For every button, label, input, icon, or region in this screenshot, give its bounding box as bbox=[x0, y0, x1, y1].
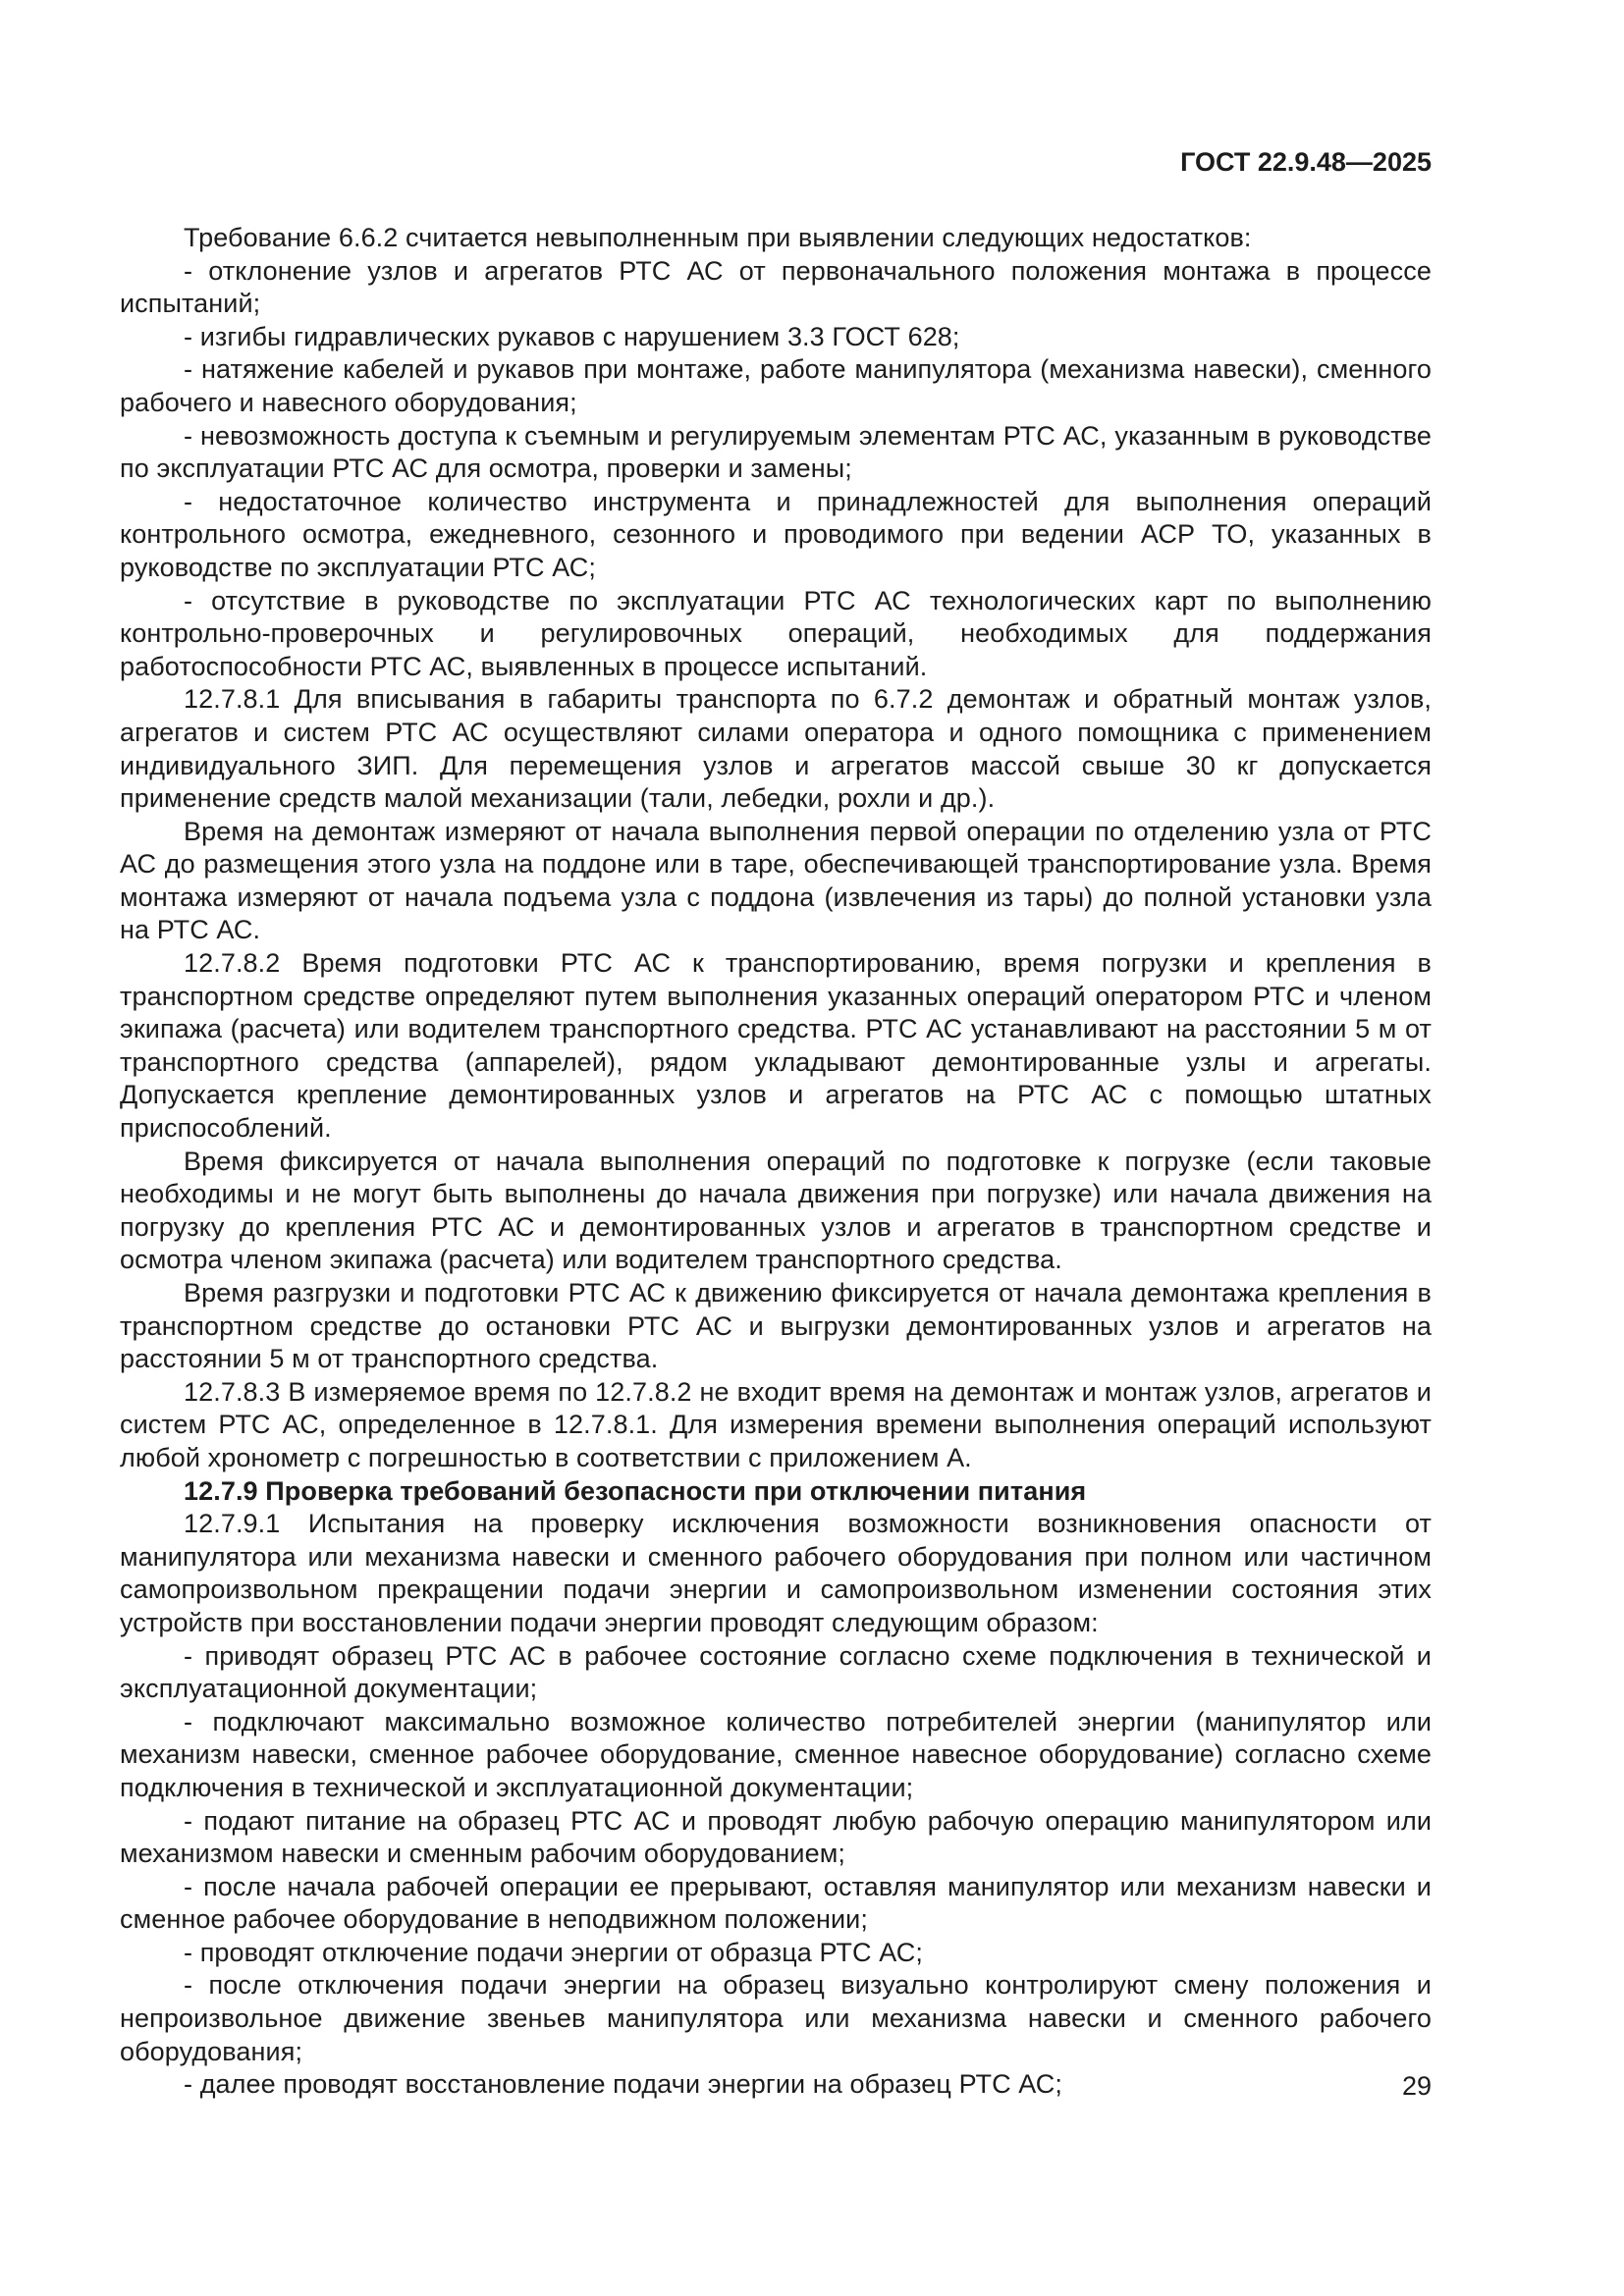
body-paragraph: - далее проводят восстановление подачи энергии на образец РТС АС; bbox=[184, 2069, 1062, 2100]
body-paragraph: - невозможность доступа к съемным и регулируемым элементам РТС АС, указанным в руководстве по эксплуатации РТС АС для осмотра, проверки и замены; bbox=[120, 420, 1432, 484]
body-paragraph: 12.7.8.3 В измеряемое время по 12.7.8.2 не входит время на демонтаж и монтаж узлов, агрегатов и систем РТС АС, определенное в 12.7.8.1. Для измерения времени выполнения операций используют любой хронометр с погрешностью в соответствии с приложением А. bbox=[120, 1376, 1432, 1472]
body-paragraph: Требование 6.6.2 считается невыполненным при выявлении следующих недостатков: bbox=[184, 223, 1252, 252]
section-heading: 12.7.9 Проверка требований безопасности при отключении питания bbox=[184, 1475, 1087, 1506]
body-paragraph: - натяжение кабелей и рукавов при монтаже, работе манипулятора (механизма навески), сменного рабочего и навесного оборудования; bbox=[120, 354, 1432, 417]
body-paragraph: - отсутствие в руководстве по эксплуатации РТС АС технологических карт по выполнению контрольно-проверочных и регулировочных операций, необходимых для поддержания работоспособности РТС АС, выявленных в процессе испытаний. bbox=[120, 585, 1432, 681]
body-paragraph: 12.7.9.1 Испытания на проверку исключения возможности возникновения опасности от манипулятора или механизма навески и сменного рабочего оборудования при полном или частичном самопроизвольном прекращении подачи энергии и самопроизвольном изменении состояния этих устройств при восстановлении подачи энергии проводят следующим образом: bbox=[120, 1509, 1432, 1637]
paragraphs bbox=[120, 222, 1432, 2102]
body-paragraph: - после начала рабочей операции ее прерывают, оставляя манипулятор или механизм навески и сменное рабочее оборудование в неподвижном положении; bbox=[120, 1871, 1432, 1935]
body-paragraph: - приводят образец РТС АС в рабочее состояние согласно схеме подключения в технической и эксплуатационной документации; bbox=[120, 1640, 1432, 1704]
body-paragraph: 12.7.8.2 Время подготовки РТС АС к транспортированию, время погрузки и крепления в транспортном средстве определяют путем выполнения указанных операций оператором РТС и членом экипажа (расчета) или водителем транспортного средства. РТС АС устанавливают на расстоянии 5 м от транспортного средства (аппарелей), рядом укладывают демонтированные узлы и агрегаты. Допускается крепление демонтированных узлов и агрегатов на РТС АС с помощью штатных приспособлений. bbox=[120, 948, 1432, 1144]
body-paragraph: Время фиксируется от начала выполнения операций по подготовке к погрузке (если таковые необходимы и не могут быть выполнены до начала движения при погрузке) или начала движения на погрузку до крепления РТС АС и демонтированных узлов и агрегатов в транспортном средстве и осмотра членом экипажа (расчета) или водителем транспортного средства. bbox=[120, 1146, 1432, 1275]
body-paragraph: - изгибы гидравлических рукавов с нарушением 3.3 ГОСТ 628; bbox=[184, 321, 960, 351]
body-paragraph: - недостаточное количество инструмента и принадлежностей для выполнения операций контрольного осмотра, ежедневного, сезонного и проводимого при ведении АСР ТО, указанных в руководстве по эксплуатации РТС АС; bbox=[120, 486, 1432, 582]
body-paragraph: Время на демонтаж измеряют от начала выполнения первой операции по отделению узла от РТС АС до размещения этого узла на поддоне или в таре, обеспечивающей транспортирование узла. Время монтажа измеряют от начала подъема узла с поддона (извлечения из тары) до полной установки узла на РТС АС. bbox=[120, 816, 1432, 945]
body-paragraph: 12.7.8.1 Для вписывания в габариты транспорта по 6.7.2 демонтаж и обратный монтаж узлов, агрегатов и систем РТС АС осуществляют силами оператора и одного помощника с применением индивидуального ЗИП. Для перемещения узлов и агрегатов массой свыше 30 кг допускается применение средств малой механизации (тали, лебедки, рохли и др.). bbox=[120, 684, 1432, 814]
body-paragraph: - подключают максимально возможное количество потребителей энергии (манипулятор или механизм навески, сменное рабочее оборудование, сменное навесное оборудование) согласно схеме подключения в технической и эксплуатационной документации; bbox=[120, 1706, 1432, 1802]
body-paragraph: - проводят отключение подачи энергии от образца РТС АС; bbox=[184, 1937, 923, 1967]
body-paragraph: - подают питание на образец РТС АС и проводят любую рабочую операцию манипулятором или механизмом навески и сменным рабочим оборудованием; bbox=[120, 1805, 1432, 1869]
body-paragraph: Время разгрузки и подготовки РТС АС к движению фиксируется от начала демонтажа крепления в транспортном средстве до остановки РТС АС и выгрузки демонтированных узлов и агрегатов на расстоянии 5 м от транспортного средства. bbox=[120, 1278, 1432, 1374]
running-header-standard-code: ГОСТ 22.9.48—2025 bbox=[1180, 147, 1432, 177]
body-paragraph: - отклонение узлов и агрегатов РТС АС от первоначального положения монтажа в процессе испытаний; bbox=[120, 255, 1432, 319]
page-number: 29 bbox=[1401, 2071, 1432, 2101]
body-paragraph: - после отключения подачи энергии на образец визуально контролируют смену положения и непроизвольное движение звеньев манипулятора или механизма навески и сменного рабочего оборудования; bbox=[120, 1970, 1432, 2066]
